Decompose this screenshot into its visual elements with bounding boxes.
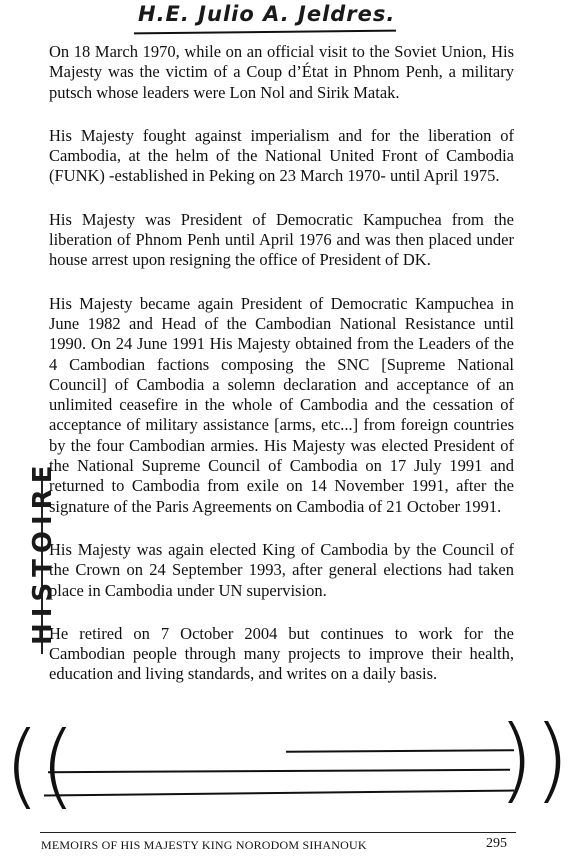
page-number: 295: [486, 836, 507, 851]
handwritten-title-underline: [134, 30, 396, 35]
handwritten-left-bracket: ((: [4, 712, 76, 819]
handwritten-underline-3: [44, 790, 514, 797]
paragraph-retired: He retired on 7 October 2004 but continues to work for the Cambodian people through many projects to improve their health, education and living standards, and writes on a daily basis.: [49, 623, 514, 684]
body-text: [49, 42, 514, 685]
paragraph-funk: His Majesty fought against imperialism and for the liberation of Cambodia, at the helm of the National United Front of Cambodia (FUNK) -established in Peking on 23 March 1970- until April 1975.: [49, 125, 514, 186]
footer-rule: [40, 832, 516, 833]
handwritten-underline-2: [48, 769, 510, 773]
running-footer-title: MEMOIRS OF HIS MAJESTY KING NORODOM SIHANOUK: [41, 838, 367, 852]
handwritten-title: H.E. Julio A. Jeldres.: [138, 2, 396, 26]
paragraph-resistance: His Majesty became again President of Democratic Kampuchea in June 1982 and Head of the Cambodian National Resistance until 1990. On 24 June 1991 His Majesty obtained from the Leaders of the 4 Cambodian factions composing the SNC [Supreme National Council] of Cambodia a solemn declaration and acceptance of an unlimited ceasefire in the whole of Cambodia and the cessation of acceptance of military assistance [arms, etc...] from foreign countries by the four Cambodian armies. His Majesty was elected President of the National Supreme Council of Cambodia on 17 July 1991 and returned to Cambodia from exile on 14 November 1991, after the signature of the Paris Agreements on Cambodia of 21 October 1991.: [49, 293, 514, 516]
handwritten-right-bracket: )): [498, 706, 570, 813]
handwritten-margin-note: HISTOIRE: [28, 459, 58, 645]
paragraph-king-elected: His Majesty was again elected King of Cambodia by the Council of the Crown on 24 September 1993, after general elections had taken place in Cambodia under UN supervision.: [49, 539, 514, 600]
paragraph-democratic-kampuchea: His Majesty was President of Democratic Kampuchea from the liberation of Phnom Penh until April 1976 and was then placed under house arrest upon resigning the office of President of DK.: [49, 209, 514, 270]
paragraph-coup: On 18 March 1970, while on an official visit to the Soviet Union, His Majesty was the victim of a Coup d’État in Phnom Penh, a military putsch whose leaders were Lon Nol and Sirik Matak.: [49, 42, 514, 102]
handwritten-underline-1: [286, 749, 514, 753]
